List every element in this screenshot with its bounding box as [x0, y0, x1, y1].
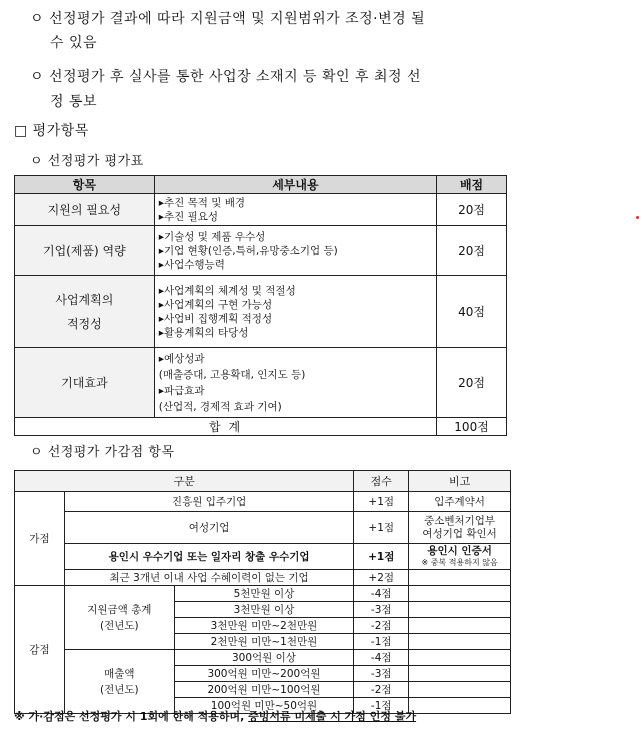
- section-title: □ 평가항목: [14, 123, 89, 139]
- row-range: 300억원 이상: [174, 650, 354, 666]
- table-row: [15, 650, 511, 666]
- detail-line: ▸사업계획의 체계성 및 적절성: [158, 284, 296, 297]
- subsection-evaluation-table: ㅇ 선정평가 평가표: [30, 154, 144, 169]
- bullet-2-line1: ㅇ 선정평가 후 실사를 통한 사업장 소재지 등 확인 후 최정 선: [30, 69, 422, 85]
- row-note: [409, 650, 511, 666]
- row-note: [409, 682, 511, 698]
- detail-line: (매출증대, 고용확대, 인지도 등): [158, 368, 306, 381]
- detail-line: ▸기술성 및 제품 우수성: [158, 230, 266, 243]
- row-score: -3점: [354, 666, 409, 682]
- total-row: [15, 418, 507, 436]
- table-header-row: [15, 176, 507, 194]
- row-score: -3점: [354, 602, 409, 618]
- row-score: +1점: [354, 492, 409, 512]
- bullet-2-line2: 정 통보: [50, 94, 98, 110]
- row-desc: 최근 3개년 이내 사업 수혜이력이 없는 기업: [64, 570, 353, 586]
- row-note: 입주계약서: [409, 492, 511, 512]
- subsection-bonus-penalty: ㅇ 선정평가 가감점 항목: [30, 445, 175, 460]
- row-range: 5천만원 이상: [174, 586, 354, 602]
- row-range: 100억원 미만~50억원: [174, 698, 354, 714]
- row-desc: 용인시 우수기업 또는 일자리 창출 우수기업: [64, 544, 353, 570]
- penalty-label: 감점: [15, 586, 65, 714]
- row-item: 기대효과: [15, 348, 155, 418]
- row-score: +2점: [354, 570, 409, 586]
- evaluation-table: [14, 175, 507, 436]
- detail-line: ▸추진 필요성: [158, 210, 219, 223]
- row-details: [154, 276, 436, 348]
- row-range: 3천만원 이상: [174, 602, 354, 618]
- row-score: 20점: [437, 348, 507, 418]
- row-range: 300억원 미만~200억원: [174, 666, 354, 682]
- row-score: 20점: [437, 226, 507, 276]
- detail-line: ▸사업계획의 구현 가능성: [158, 298, 273, 311]
- row-note: [409, 618, 511, 634]
- note-line: 중소벤처기업부: [424, 514, 496, 527]
- footer-part2: 증빙서류 미제출 시 가점 인정 불가: [248, 710, 417, 723]
- table-row: [15, 492, 511, 512]
- total-label: 합 계: [15, 418, 437, 436]
- table-row: [15, 194, 507, 226]
- row-score: 20점: [437, 194, 507, 226]
- total-score: 100점: [437, 418, 507, 436]
- detail-line: ▸활용계획의 타당성: [158, 326, 249, 339]
- group-label-line: 지원금액 총계: [87, 603, 152, 616]
- header-note: 비고: [409, 471, 511, 492]
- group-label-line: (전년도): [99, 683, 139, 696]
- footer-part1: ※ 가·감점은 선정평가 시 1회에 한해 적용하며,: [14, 710, 249, 723]
- row-details: [154, 194, 436, 226]
- detail-line: (산업적, 경제적 효과 기여): [158, 400, 282, 413]
- bullet-1-line1: ㅇ 선정평가 결과에 따라 지원금액 및 지원범위가 조정·변경 될: [30, 11, 426, 27]
- row-score: -1점: [354, 634, 409, 650]
- row-details: [154, 348, 436, 418]
- header-score: 점수: [354, 471, 409, 492]
- header-details: 세부내용: [154, 176, 436, 194]
- group-label: [64, 586, 174, 650]
- table-header-row: [15, 471, 511, 492]
- row-note: [409, 512, 511, 544]
- footer-note: [14, 708, 416, 724]
- row-range: 200억원 미만~100억원: [174, 682, 354, 698]
- header-score: 배점: [437, 176, 507, 194]
- row-score: +1점: [354, 512, 409, 544]
- table-row: [15, 348, 507, 418]
- table-row: [15, 586, 511, 602]
- group-label: [64, 650, 174, 714]
- group-label-line: 매출액: [104, 667, 135, 680]
- bonus-label: 가점: [15, 492, 65, 586]
- table-row: [15, 512, 511, 544]
- row-score: 40점: [437, 276, 507, 348]
- row-score: -4점: [354, 650, 409, 666]
- row-note: [409, 570, 511, 586]
- table-row: [15, 544, 511, 570]
- row-note: [409, 634, 511, 650]
- row-score: -2점: [354, 618, 409, 634]
- row-note: [409, 666, 511, 682]
- row-item: 지원의 필요성: [15, 194, 155, 226]
- note-line: 용인시 인증서: [427, 544, 492, 557]
- bonus-penalty-table: [14, 470, 511, 714]
- detail-line: ▸추진 목적 및 배경: [158, 196, 246, 209]
- row-score: -1점: [354, 698, 409, 714]
- note-line: ※ 중복 적용하지 않음: [421, 557, 498, 567]
- red-dot-mark: [636, 216, 639, 219]
- row-item: [15, 276, 155, 348]
- detail-line: ▸파급효과: [158, 384, 205, 397]
- table-row: [15, 570, 511, 586]
- row-details: [154, 226, 436, 276]
- row-item: 기업(제품) 역량: [15, 226, 155, 276]
- row-note: [409, 602, 511, 618]
- table-row: [15, 226, 507, 276]
- row-note: [409, 544, 511, 570]
- row-score: -2점: [354, 682, 409, 698]
- row-score: +1점: [354, 544, 409, 570]
- header-category: 구분: [15, 471, 354, 492]
- row-desc: 진흥원 입주기업: [64, 492, 353, 512]
- row-note: [409, 586, 511, 602]
- detail-line: ▸기업 현황(인증,특허,유망중소기업 등): [158, 244, 338, 257]
- row-range: 3천만원 미만~2천만원: [174, 618, 354, 634]
- detail-line: ▸사업비 집행계획 적정성: [158, 312, 273, 325]
- header-item: 항목: [15, 176, 155, 194]
- row-desc: 여성기업: [64, 512, 353, 544]
- note-line: 여성기업 확인서: [422, 527, 497, 540]
- bullet-1-line2: 수 있음: [50, 35, 98, 51]
- group-label-line: (전년도): [99, 619, 139, 632]
- row-range: 2천만원 미만~1천만원: [174, 634, 354, 650]
- item-line: 사업계획의: [55, 292, 114, 307]
- row-score: -4점: [354, 586, 409, 602]
- detail-line: ▸예상성과: [158, 352, 205, 365]
- item-line: 적정성: [66, 316, 102, 331]
- detail-line: ▸사업수행능력: [158, 258, 225, 271]
- table-row: [15, 276, 507, 348]
- row-note: [409, 698, 511, 714]
